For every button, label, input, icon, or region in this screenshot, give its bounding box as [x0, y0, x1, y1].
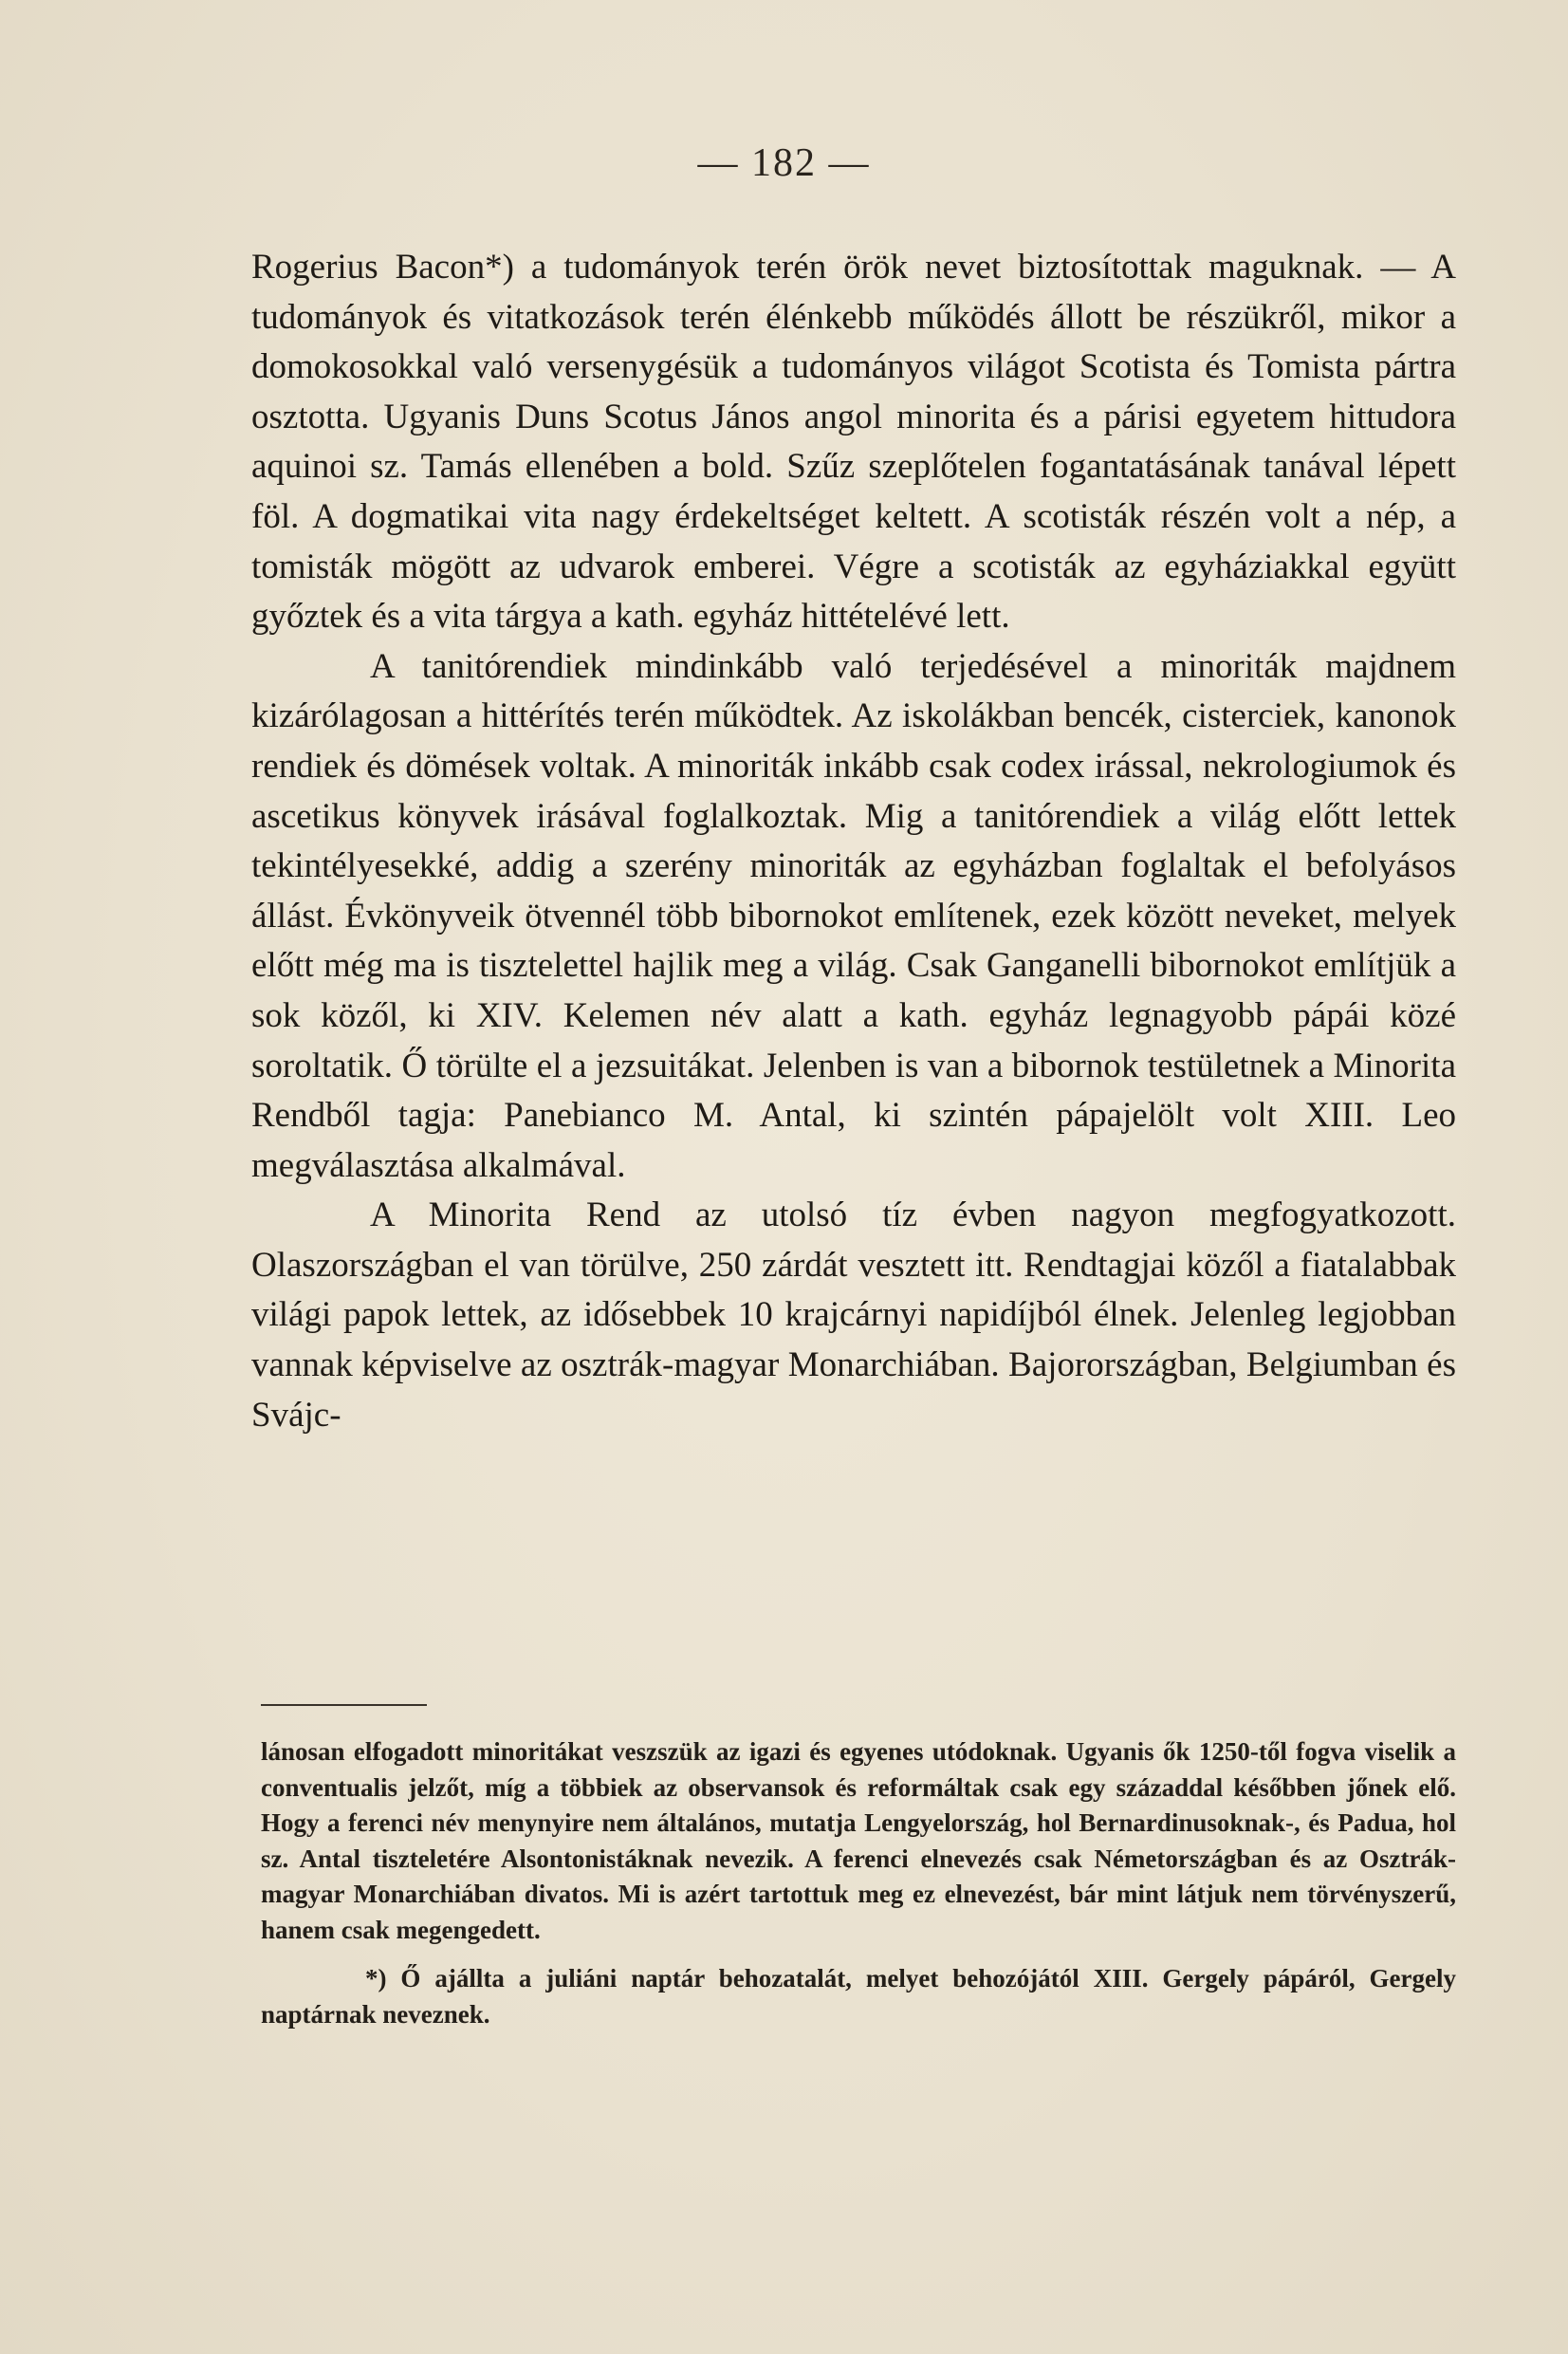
page-number: — 182 —: [697, 141, 871, 185]
footnote-asterisk: *) Ő ajállta a juliáni naptár behozatalát, melyet behozójától XIII. Gergely pápáról, Gergely naptárnak neveznek.: [261, 1964, 1456, 2029]
paragraph-3: A Minorita Rend az utolsó tíz évben nagyon megfogyatkozott. Olaszországban el van törülve, 250 zárdát vesztett itt. Rendtagjai közől a fiatalabbak világi papok lettek, az idősebbek 10 krajcárnyi napidíjból élnek. Jelenleg legjobban vannak képviselve az osztrák-magyar Monarchiában. Bajorországban, Belgiumban és Svájc-: [251, 1196, 1456, 1435]
main-text: [251, 243, 1456, 1440]
footnotes: [261, 1734, 1456, 2032]
paragraph-2: A tanitórendiek mindinkább való terjedésével a minoriták majdnem kizárólagosan a hittérítés terén működtek. Az iskolákban bencék, cisterciek, kanonok rendiek és dömések voltak. A minoriták inkább csak codex irással, nekrologiumok és ascetikus könyvek irásával foglalkoztak. Mig a tanitórendiek a világ előtt lettek tekintélyesekké, addig a szerény minoriták az egyházban foglaltak el befolyásos állást. Évkönyveik ötvennél több bibornokot említenek, ezek között neveket, melyek előtt még ma is tisztelettel hajlik meg a világ. Csak Ganganelli bibornokot említjük a sok közől, ki XIV. Kelemen név alatt a kath. egyház legnagyobb pápái közé soroltatik. Ő törülte el a jezsuitákat. Jelenben is van a bibornok testületnek a Minorita Rendből tagja: Panebianco M. Antal, ki szintén pápajelölt volt XIII. Leo megválasztása alkalmával.: [251, 646, 1456, 1185]
footnote-divider: [261, 1704, 427, 1706]
footnote-continued: lánosan elfogadott minoritákat veszszük az igazi és egyenes utódoknak. Ugyanis ők 1250-től fogva viselik a conventualis jelzőt, míg a többiek az observansok és reformáltak csak egy századdal későbben jőnek elő. Hogy a ferenci név menynyire nem általános, mutatja Lengyelország, hol Bernardinusoknak-, és Padua, hol sz. Antal tiszteletére Alsontonistáknak nevezik. A ferenci elnevezés csak Németországban és az Osztrák-magyar Monarchiában divatos. Mi is azért tartottuk meg ez elnevezést, bár mint látjuk nem törvényszerű, hanem csak megengedett.: [261, 1737, 1456, 1944]
paragraph-1: Rogerius Bacon*) a tudományok terén örök nevet biztosítottak maguknak. — A tudományok és vitatkozások terén élénkebb működés állott be részükről, mikor a domokosokkal való versenygésük a tudományos világot Scotista és Tomista pártra osztotta. Ugyanis Duns Scotus János angol minorita és a párisi egyetem hittudora aquinoi sz. Tamás ellenében a bold. Szűz szeplőtelen fogantatásának tanával lépett föl. A dogmatikai vita nagy érdekeltséget keltett. A scotisták részén volt a nép, a tomisták mögött az udvarok emberei. Végre a scotisták az egyháziakkal együtt győztek és a vita tárgya a kath. egyház hittételévé lett.: [251, 248, 1456, 637]
